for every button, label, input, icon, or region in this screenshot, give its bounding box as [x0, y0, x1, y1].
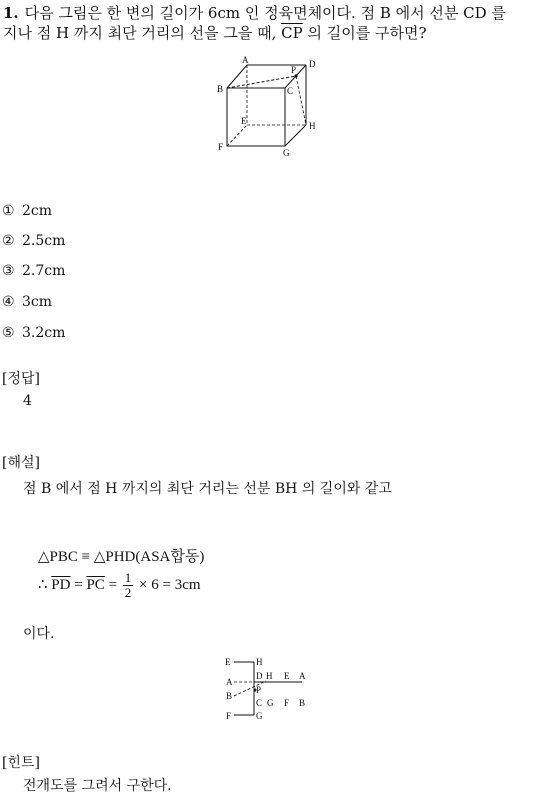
segment-pd: $\overline{PD}$	[51, 576, 71, 593]
option-mark: ⑤	[2, 325, 15, 341]
question-text-2: 지나 점 H 까지 최단 거리의 선을 그을 때,	[3, 24, 277, 42]
net-label-c: C	[256, 698, 263, 708]
edge-gh	[285, 125, 306, 146]
equation-rest: × 6 = 3cm	[139, 576, 201, 593]
equals-sign: =	[74, 576, 83, 593]
hint-label: [힌트]	[2, 755, 40, 771]
label-f: F	[218, 142, 224, 152]
option-text: 2cm	[22, 203, 53, 219]
label-b: B	[217, 84, 224, 94]
fraction-denominator: 2	[124, 585, 132, 600]
label-h: H	[309, 121, 316, 131]
label-e: E	[241, 116, 247, 126]
net-label-e: E	[284, 671, 290, 681]
cube-figure	[212, 55, 322, 160]
option-2[interactable]	[2, 233, 65, 249]
option-text: 3.2cm	[22, 325, 66, 341]
option-mark: ③	[2, 263, 15, 279]
option-text: 2.5cm	[22, 233, 66, 249]
hint-text: 전개도를 그려서 구한다.	[23, 778, 172, 794]
option-1[interactable]	[2, 203, 52, 219]
net-label-h: H	[266, 671, 273, 681]
explanation-label: [해설]	[2, 455, 40, 471]
net-label-b: B	[226, 691, 233, 701]
label-a: A	[242, 55, 249, 65]
path-bp	[227, 76, 296, 88]
path-ph	[296, 76, 306, 125]
question-line-2	[3, 22, 427, 44]
therefore-symbol: ∴	[38, 576, 48, 593]
net-label-f: F	[226, 711, 232, 721]
net-label-a: A	[299, 671, 306, 681]
question-text-1: 다음 그림은 한 변의 길이가 6cm 인 정육면체이다. 점 B 에서 선분 CD 를	[24, 4, 506, 22]
option-text: 2.7cm	[22, 263, 66, 279]
option-3[interactable]	[2, 263, 65, 279]
explanation-line-1: 점 B 에서 점 H 까지의 최단 거리는 선분 BH 의 길이와 같고	[23, 481, 392, 497]
label-d: D	[309, 59, 316, 69]
question-number: 1.	[3, 4, 19, 22]
net-label-h: H	[256, 657, 263, 667]
segment-pc: $\overline{PC}$	[86, 576, 105, 593]
fraction-half	[123, 571, 134, 600]
fraction-numerator: 1	[124, 570, 132, 585]
answer-value: 4	[23, 393, 32, 409]
option-mark: ④	[2, 294, 15, 310]
label-p: P	[291, 65, 297, 75]
label-c: C	[287, 86, 294, 96]
option-5[interactable]	[2, 325, 65, 341]
therefore-equation	[38, 571, 201, 600]
segment-cp: $\overline{CP}$	[281, 24, 303, 42]
explanation-closing: 이다.	[23, 626, 55, 642]
label-g: G	[283, 148, 290, 158]
equals-sign: =	[108, 576, 118, 593]
option-text: 3cm	[22, 294, 53, 310]
net-label-g: G	[256, 711, 263, 721]
option-mark: ①	[2, 203, 15, 219]
net-path-bh	[234, 681, 266, 696]
net-figure	[222, 655, 317, 727]
congruence-statement: △PBC ≡ △PHD(ASA합동)	[38, 549, 205, 565]
question-line-1	[3, 2, 506, 24]
net-label-a: A	[226, 677, 233, 687]
net-label-g: G	[267, 698, 274, 708]
net-label-b: B	[299, 698, 306, 708]
net-label-f: F	[284, 698, 290, 708]
option-4[interactable]	[2, 294, 52, 310]
option-mark: ②	[2, 233, 15, 249]
edge-fe	[227, 125, 247, 146]
question-text-2-suffix: 의 길이를 구하면?	[307, 24, 427, 42]
answer-label: [정답]	[2, 371, 40, 387]
net-label-p: P	[256, 685, 262, 695]
net-label-e: E	[225, 657, 231, 667]
net-label-d: D	[256, 671, 263, 681]
